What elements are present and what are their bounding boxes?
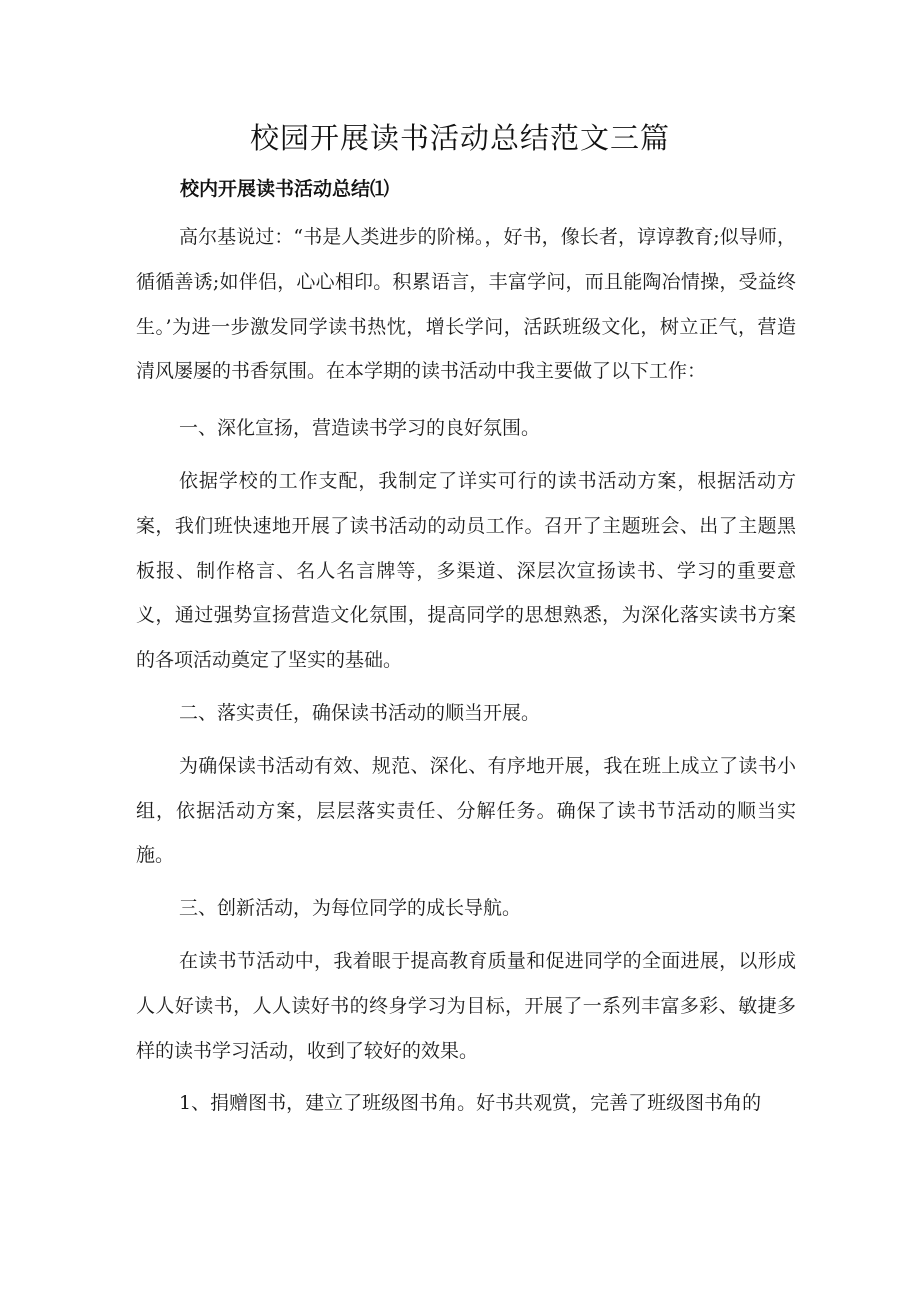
section-heading-3: 三、创新活动，为每位同学的成长导航。 [179,897,522,920]
section-heading-1: 一、深化宣扬，营造读书学习的良好氛围。 [179,417,541,440]
body-paragraph: 在读书节活动中，我着眼于提高教育质量和促进同学的全面进展，以形成人人好读书，人人读好书的终身学习为目标，开展了一系列丰富多彩、敏捷多样的读书学习活动，收到了较好的效果。 [136,949,796,1062]
body-paragraph: 依据学校的工作支配，我制定了详实可行的读书活动方案，根据活动方案，我们班快速地开展了读书活动的动员工作。召开了主题班会、出了主题黑板报、制作格言、名人名言牌等，多渠道、深层次宣扬读书、学习的重要意义，通过强势宣扬营造文化氛围，提高同学的思想熟悉，为深化落实读书方案的各项活动奠定了坚实的基础。 [136,469,796,672]
section-subtitle: 校内开展读书活动总结⑴ [180,178,390,200]
body-paragraph: 为确保读书活动有效、规范、深化、有序地开展，我在班上成立了读书小组，依据活动方案，层层落实责任、分解任务。确保了读书节活动的顺当实施。 [136,754,796,867]
intro-paragraph: 高尔基说过：“书是人类进步的阶梯。，好书，像长者，谆谆教育;似导师，循循善诱;如伴侣，心心相印。积累语言，丰富学问，而且能陶冶情操，受益终生。’为进一步激发同学读书热忱，增长学问，活跃班级文化，树立正气，营造清风屡屡的书香氛围。在本学期的读书活动中我主要做了以下工作： [136,226,796,383]
document-title: 校园开展读书活动总结范文三篇 [249,121,670,155]
document-body [136,171,796,1126]
section-heading-2: 二、落实责任，确保读书活动的顺当开展。 [179,701,541,724]
list-item-paragraph: 1、捐赠图书，建立了班级图书角。好书共观赏，完善了班级图书角的 [179,1092,762,1115]
